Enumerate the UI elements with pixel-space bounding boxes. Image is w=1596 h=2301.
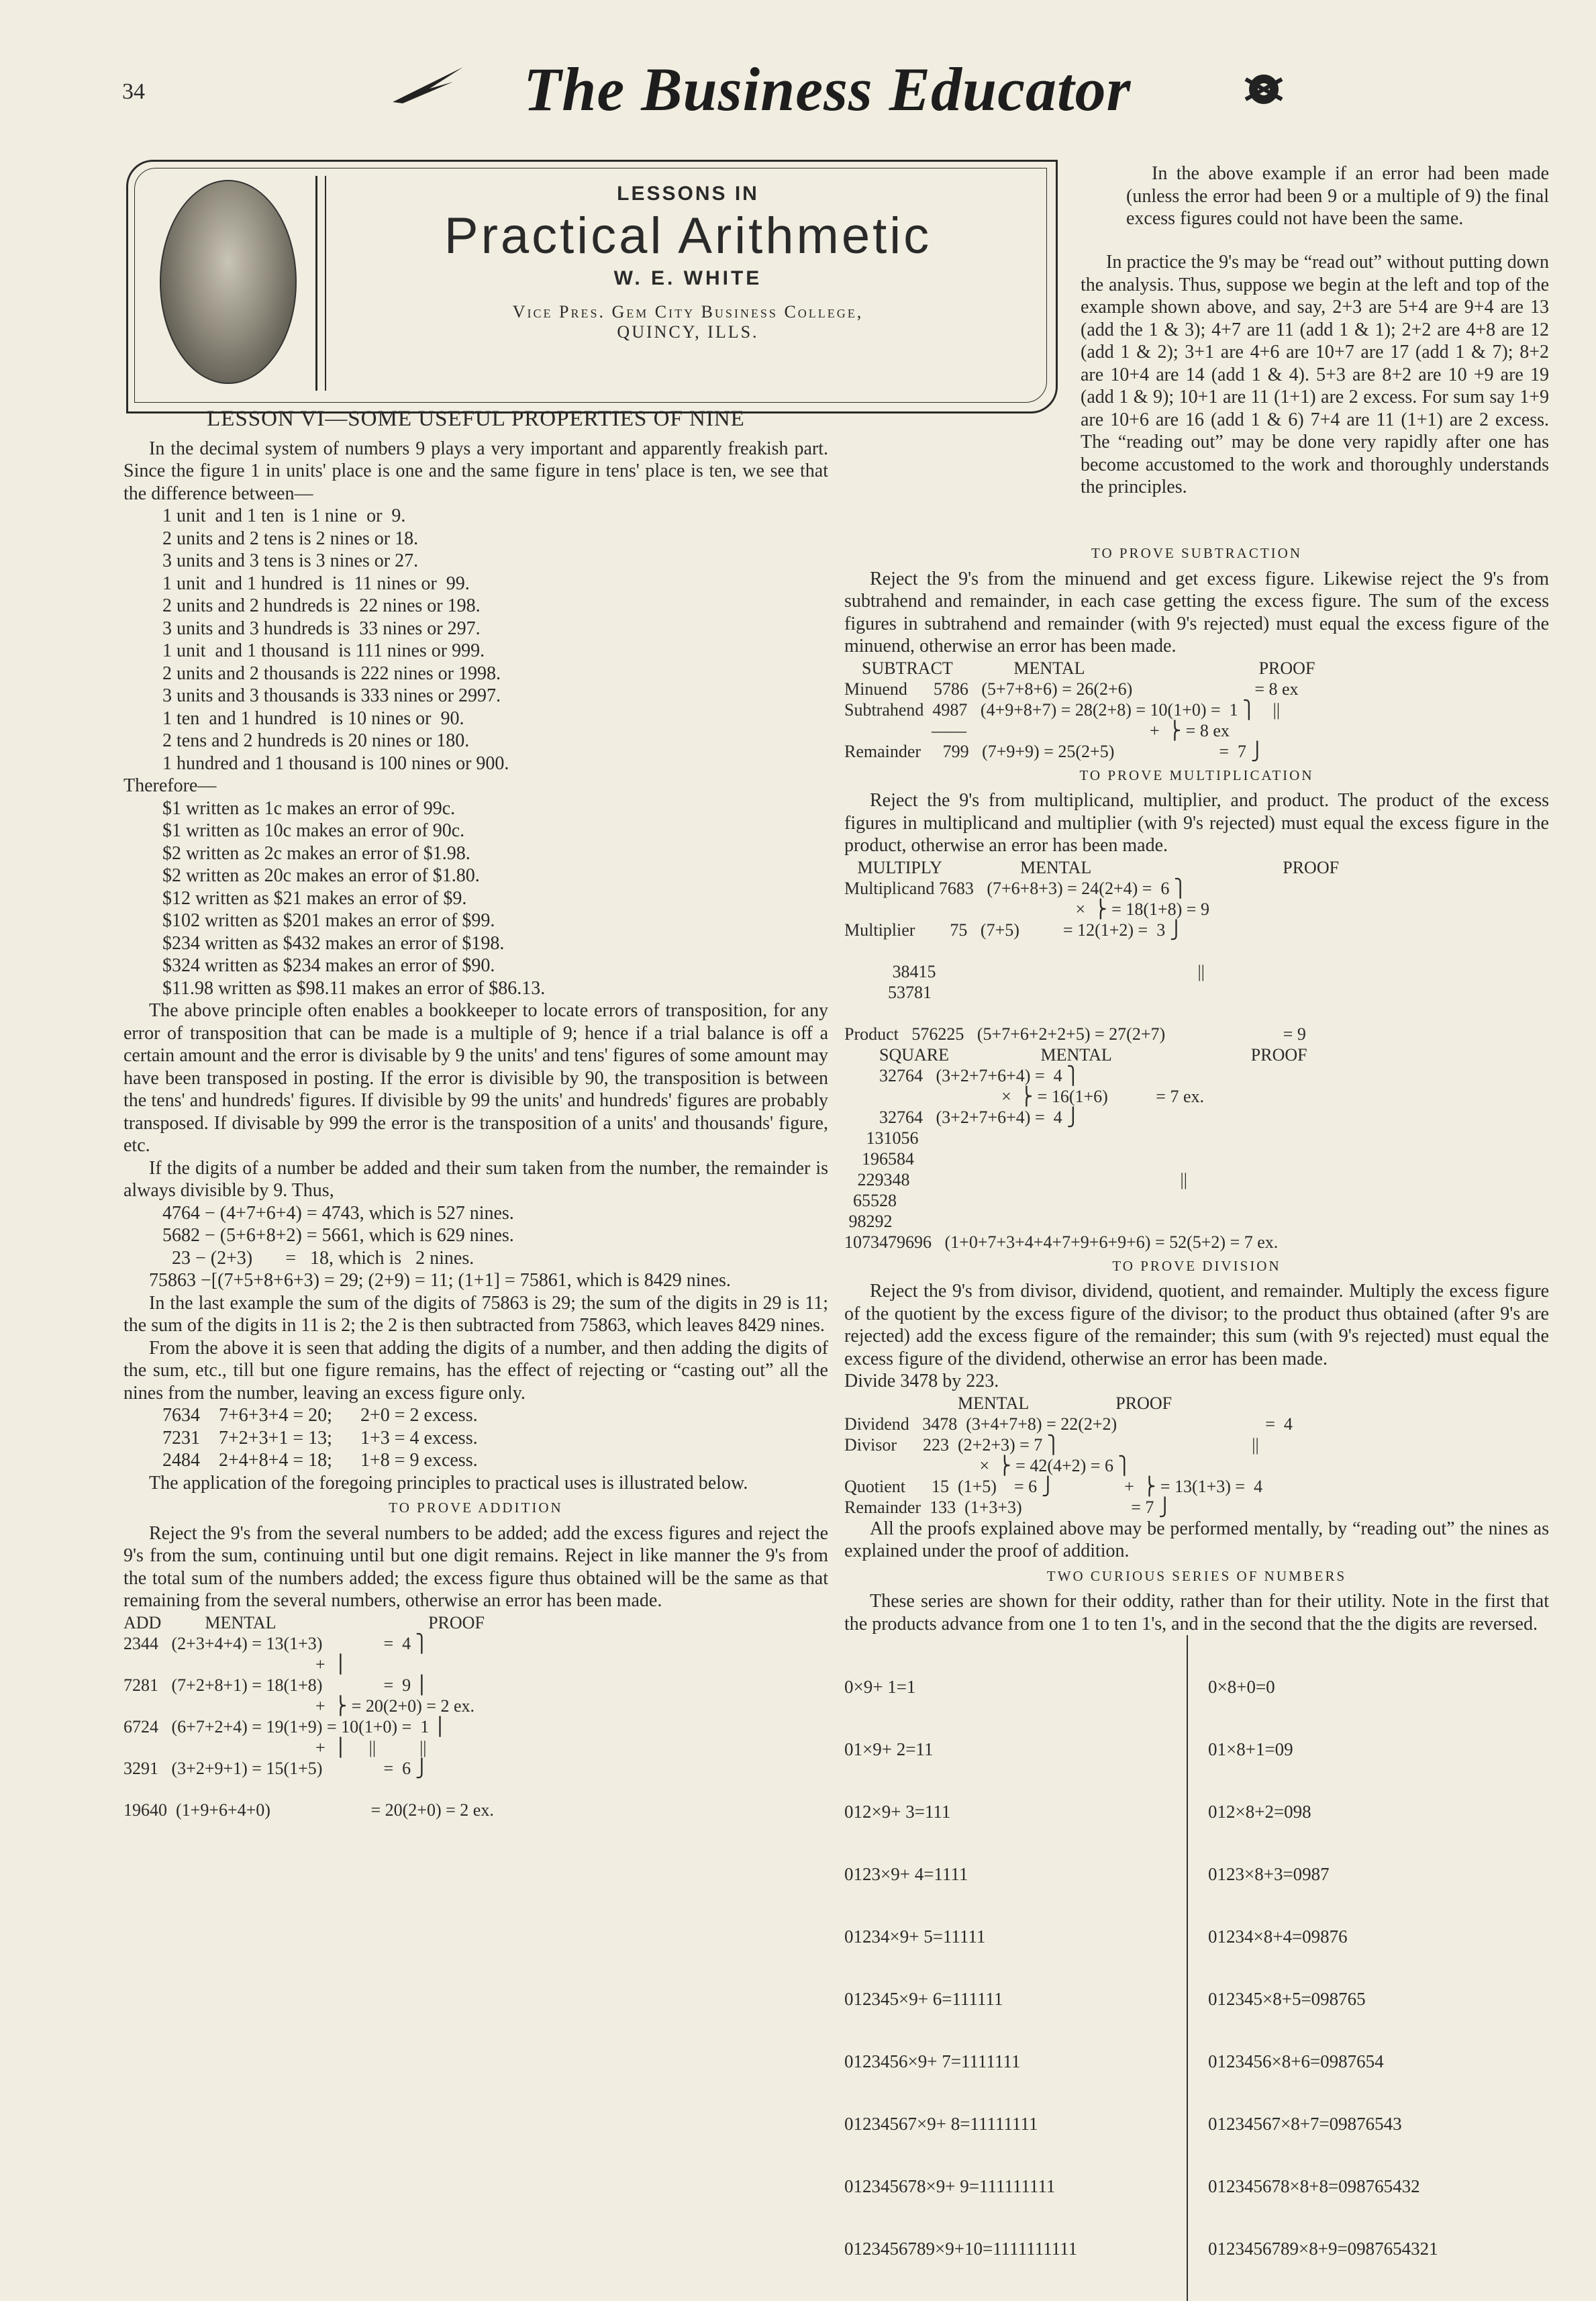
list-item: 1 unit and 1 thousand is 111 nines or 999.: [162, 640, 485, 661]
series-row: 0123×8+3=0987: [1208, 1864, 1330, 1884]
series-row: 01234567×9+ 8=11111111: [844, 2114, 1038, 2134]
series-row: 01234×8+4=09876: [1208, 1926, 1348, 1947]
list-item: 4764 − (4+7+6+4) = 4743, which is 527 nines.: [162, 1202, 514, 1224]
left-paragraph: 75863 −[(7+5+8+6+3) = 29; (2+9) = 11; (1+1] = 75861, which is 8429 nines.: [149, 1270, 731, 1291]
right-paragraph: Reject the 9's from multiplicand, multiplier, and product. The product of the excess figures in multiplicand and multiplier (with 9's rejected) must equal the excess figure in the product, otherwise an error has been made.: [844, 790, 1549, 856]
errors-list: [123, 797, 828, 1000]
list-item: $11.98 written as $98.11 makes an error of $86.13.: [162, 977, 546, 999]
right-paragraph: These series are shown for their oddity, rather than for their utility. Note in the first that the products advance from one 1 to ten 1's, and in the second that the the digits are reversed.: [844, 1591, 1549, 1634]
masthead-title: The Business Educator: [523, 55, 1132, 124]
list-item: 2484 2+4+8+4 = 18; 1+8 = 9 excess.: [162, 1450, 478, 1471]
left-paragraph: The above principle often enables a bookkeeper to locate errors of transposition, for any error of transposition that can be made is a multiple of 9; hence if a trial balance is off a certain amount and the error is divisable by 9 the units' and tens' figures of some amount may have been transposed in posting. If the error is divisible by 90, the transposition is between the tens' and hundreds' figures. If divisible by 99 the units' and hundreds' figures are probably transposed. If divisable by 999 the error is the transposition of a units' and thousands' figure, etc.: [123, 1000, 828, 1156]
section-heading-addition: TO PROVE ADDITION: [389, 1500, 563, 1516]
nines-list: [123, 505, 828, 775]
list-item: 1 unit and 1 hundred is 11 nines or 99.: [162, 573, 470, 594]
left-paragraph: If the digits of a number be added and their sum taken from the number, the remainder is always divisible by 9. Thus,: [123, 1157, 828, 1201]
left-paragraph: In the last example the sum of the digits of 75863 is 29; the sum of the digits in 29 is 11; the sum of the digits in 11 is 2; the 2 is then subtracted from 75863, which leaves 8429 nines.: [123, 1292, 828, 1336]
list-item: $2 written as 2c makes an error of $1.98.: [162, 842, 470, 864]
series-row: 01×8+1=09: [1208, 1739, 1293, 1759]
series-row: 012345×9+ 6=111111: [844, 1989, 1003, 2009]
section-heading-division: TO PROVE DIVISION: [1112, 1257, 1281, 1274]
left-paragraph: In the decimal system of numbers 9 plays a very important and apparently freakish part. Since the figure 1 in units' place is one and the same figure in tens' place is ten, we see that the difference between—: [123, 438, 828, 504]
list-item: 3 units and 3 tens is 3 nines or 27.: [162, 550, 419, 571]
right-top-wrap: [844, 162, 1549, 230]
right-column-lower: [844, 408, 1549, 2301]
series-row: 0×9+ 1=1: [844, 1677, 916, 1697]
series-row: 012345678×9+ 9=111111111: [844, 2176, 1056, 2196]
right-wrap: [844, 251, 1549, 497]
list-item: $102 written as $201 makes an error of $99.: [162, 910, 495, 931]
banner-author: W. E. WHITE: [613, 267, 762, 289]
banner-city: QUINCY, ILLS.: [617, 322, 759, 342]
banner-divider-thin: [325, 176, 326, 391]
list-item: 1 ten and 1 hundred is 10 nines or 90.: [162, 707, 464, 729]
section-heading-multiplication: TO PROVE MULTIPLICATION: [1079, 767, 1314, 783]
page-number: 34: [122, 79, 145, 104]
series-row: 012×8+2=098: [1208, 1802, 1311, 1822]
list-item: 2 units and 2 hundreds is 22 nines or 198.: [162, 595, 481, 616]
series-block: [844, 1635, 1549, 2301]
series-one: [844, 1635, 1188, 2301]
left-paragraph: Reject the 9's from the several numbers to be added; add the excess figures and reject the 9's from the sum, continuing until but one digit remains. Reject in like manner the 9's from the total sum of the numbers added; the excess figure thus obtained will be the same as that remaining from the several numbers, otherwise an error has been made.: [123, 1522, 828, 1611]
left-paragraph: The application of the foregoing principles to practical uses is illustrated below.: [149, 1472, 748, 1494]
list-item: 1 hundred and 1 thousand is 100 nines or 900.: [162, 752, 509, 774]
banner-title: Practical Arithmetic: [444, 207, 932, 264]
therefore-label: Therefore—: [123, 775, 217, 796]
subtraction-proof-table: SUBTRACT MENTAL PROOF Minuend 5786 (5+7+8+6) = 26(2+6) = 8 ex Subtrahend 4987 (4+9+8+7) = 28(2+8) = 10(1+0) = 1 ⎫ || —— + ⎬ = 8 ex Remainder 799 (7+9+9) = 25(2+5) = 7 ⎭: [844, 658, 1315, 761]
banner-affiliation: Vice Pres. Gem City Business College,: [512, 302, 864, 322]
right-paragraph: Reject the 9's from the minuend and get excess figure. Likewise reject the 9's from subtrahend and remainder, in each case getting the excess figure. The sum of the excess figures in subtrahend and remainder (with 9's rejected) must equal the excess figure of the minuend, otherwise an error has been made.: [844, 568, 1549, 656]
emblem-icon: [1240, 66, 1287, 113]
series-two: [1208, 1635, 1438, 2301]
list-item: 7231 7+2+3+1 = 13; 1+3 = 4 excess.: [162, 1427, 478, 1449]
division-proof-table: MENTAL PROOF Dividend 3478 (3+4+7+8) = 22(2+2) = 4 Divisor 223 (2+2+3) = 7 ⎫ || × ⎬ = 42(4+2) = 6 ⎫ Quotient 15 (1+5) = 6 ⎭ + ⎬ = 13(1+3) = 4 Remainder 133 (1+3+3) = 7 ⎭: [844, 1393, 1293, 1517]
list-item: 23 − (2+3) = 18, which is 2 nines.: [162, 1247, 475, 1269]
excess-list: [123, 1404, 828, 1472]
quill-icon: [389, 62, 470, 109]
list-item: 5682 − (5+6+8+2) = 5661, which is 629 nines.: [162, 1225, 514, 1246]
section-heading-subtraction: TO PROVE SUBTRACTION: [1091, 545, 1302, 561]
list-item: 2 tens and 2 hundreds is 20 nines or 180.: [162, 730, 470, 751]
banner-kicker: LESSONS IN: [617, 183, 759, 205]
list-item: $1 written as 10c makes an error of 90c.: [162, 820, 465, 841]
right-paragraph: All the proofs explained above may be performed mentally, by “reading out” the nines as explained under the proof of addition.: [844, 1518, 1549, 1561]
series-row: 01234×9+ 5=11111: [844, 1926, 986, 1947]
banner-divider: [315, 176, 317, 391]
series-row: 0123456789×8+9=0987654321: [1208, 2239, 1438, 2259]
list-item: $1 written as 1c makes an error of 99c.: [162, 797, 456, 819]
list-item: $324 written as $234 makes an error of $90.: [162, 955, 495, 976]
section-heading-curious: TWO CURIOUS SERIES OF NUMBERS: [1046, 1567, 1347, 1584]
digit-sum-list: [123, 1202, 828, 1270]
multiplication-proof-table: MULTIPLY MENTAL PROOF Multiplicand 7683 (7+6+8+3) = 24(2+4) = 6 ⎫ × ⎬ = 18(1+8) = 9 Multiplier 75 (7+5) = 12(1+2) = 3 ⎭ 38415 || 53781 Product 576225 (5+7+6+2+2+5) = 27(2+7) = 9 SQUARE MENTAL PROOF 32764 (3+2+7+6+4) = 4 ⎫ × ⎬ = 16(1+6) = 7 ex. 32764 (3+2+7+6+4) = 4 ⎭ 131056 196584 229348 || 65528 98292 1073479696 (1+0+7+3+4+4+7+9+6+9+6) = 52(5+2) = 7 ex.: [844, 857, 1340, 1252]
series-row: 012×9+ 3=111: [844, 1802, 951, 1822]
list-item: 2 units and 2 thousands is 222 nines or 1998.: [162, 663, 501, 684]
list-item: $2 written as 20c makes an error of $1.80.: [162, 865, 480, 886]
right-paragraph: In practice the 9's may be “read out” without putting down the analysis. Thus, suppose we begin at the left and top of the example shown above, and say, 2+3 are 5+4 are 9+4 are 13 (add the 1 & 3); 4+7 are 11 (add 1 & 1); 2+2 are 4+8 are 12 (add 1 & 2); 3+1 are 4+6 are 10+7 are 17 (add 1 & 7); 8+2 are 10+4 are 14 (add 1 & 4). 5+3 are 8+2 are 10 +9 are 19 (add 1 & 9); 10+1 are 11 (1+1) are 2 excess. For sum say 1+9 are 10+6 are 16 (add 1 & 6) 7+4 are 11 (1+1) are 2 excess. The “reading out” may be done very rapidly after one has become accustomed to the work and thoroughly understands the principles.: [1081, 252, 1549, 497]
author-portrait: [160, 180, 297, 384]
addition-proof-table: ADD MENTAL PROOF 2344 (2+3+4+4) = 13(1+3) = 4 ⎫ + ⎪ 7281 (7+2+8+1) = 18(1+8) = 9 ⎪ + ⎬ = 20(2+0) = 2 ex. 6724 (6+7+2+4) = 19(1+9) = 10(1+0) = 1 ⎪ + ⎪ || || 3291 (3+2+9+1) = 15(1+5) = 6 ⎭ 19640 (1+9+6+4+0) = 20(2+0) = 2 ex.: [123, 1612, 494, 1820]
lesson-heading: LESSON VI—SOME USEFUL PROPERTIES OF NINE: [207, 407, 745, 431]
left-column: [123, 404, 828, 1820]
series-row: 012345×8+5=098765: [1208, 1989, 1366, 2009]
list-item: 3 units and 3 hundreds is 33 nines or 297.: [162, 618, 481, 639]
series-row: 0123456×9+ 7=1111111: [844, 2051, 1021, 2071]
series-row: 0×8+0=0: [1208, 1677, 1275, 1697]
right-paragraph: Reject the 9's from divisor, dividend, quotient, and remainder. Multiply the excess figure of the quotient by the excess figure of the divisor; to the product thus obtained (after 9's are rejected) add the excess figure of the remainder; this sum (with 9's rejected) must equal the excess figure of the dividend, otherwise an error has been made.: [844, 1281, 1549, 1369]
right-column-body: [844, 251, 1549, 497]
right-paragraph: In the above example if an error had been made (unless the error had been 9 or a multiple of 9) the final excess figures could not have been the same.: [1126, 163, 1549, 229]
series-row: 012345678×8+8=098765432: [1208, 2176, 1420, 2196]
series-row: 0123456×8+6=0987654: [1208, 2051, 1384, 2071]
right-paragraph: Divide 3478 by 223.: [844, 1371, 999, 1391]
list-item: 2 units and 2 tens is 2 nines or 18.: [162, 528, 419, 549]
list-item: 3 units and 3 thousands is 333 nines or 2997.: [162, 685, 501, 706]
list-item: 7634 7+6+3+4 = 20; 2+0 = 2 excess.: [162, 1405, 478, 1426]
series-row: 0123×9+ 4=1111: [844, 1864, 968, 1884]
left-paragraph: From the above it is seen that adding the digits of a number, and then adding the digits of the sum, etc., till but one figure remains, has the effect of rejecting or “casting out” all the nines from the number, leaving an excess figure only.: [123, 1337, 828, 1404]
list-item: 1 unit and 1 ten is 1 nine or 9.: [162, 505, 406, 526]
series-row: 01×9+ 2=11: [844, 1739, 934, 1759]
list-item: $12 written as $21 makes an error of $9.: [162, 887, 467, 909]
list-item: $234 written as $432 makes an error of $198.: [162, 932, 505, 954]
right-column: [844, 162, 1549, 230]
series-row: 0123456789×9+10=1111111111: [844, 2239, 1078, 2259]
series-row: 01234567×8+7=09876543: [1208, 2114, 1402, 2134]
